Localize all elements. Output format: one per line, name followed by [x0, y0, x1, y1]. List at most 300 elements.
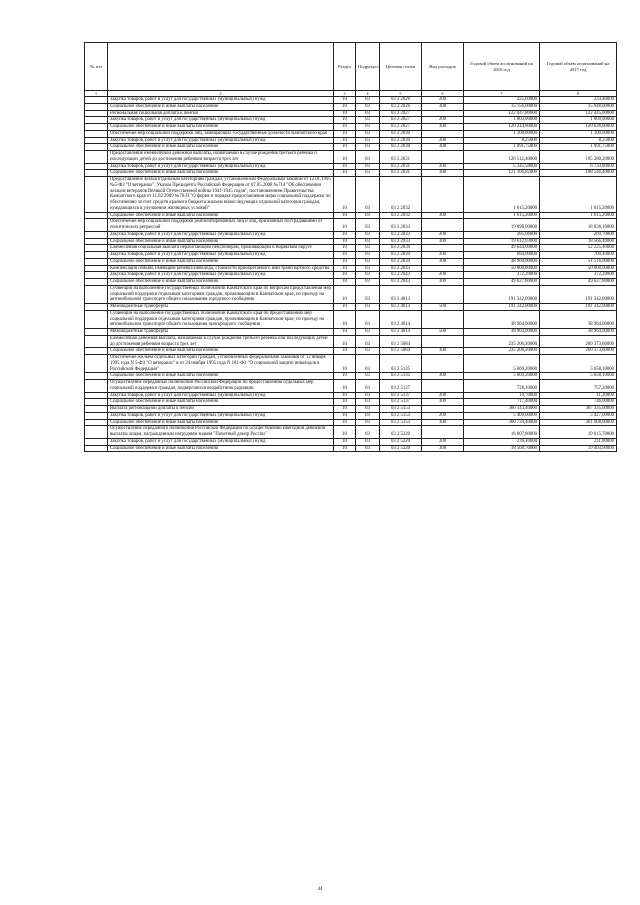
cell-name: Социальное обеспечение и иные выплаты населению	[108, 348, 334, 355]
cell-amount-2016: 191 342,00000	[464, 304, 540, 311]
cell-podrazdel: 03	[356, 245, 380, 252]
cell-num	[85, 110, 108, 117]
cell-amount-2016: 121 166,82000	[464, 170, 540, 177]
cell-podrazdel: 03	[356, 144, 380, 151]
cell-tselevaya-statya: 03 2 2031	[380, 151, 422, 164]
cell-amount-2017: 18 836,10000	[540, 219, 617, 232]
cell-podrazdel: 03	[356, 219, 380, 232]
cell-name: Социальное обеспечение и иные выплаты населению	[108, 419, 334, 426]
table-row	[85, 335, 617, 348]
cell-name: Закупка товаров, работ и услуг для государственных (муниципальных) нужд	[108, 412, 334, 419]
cell-vid-raskhodov	[422, 245, 464, 252]
cell-razdel: 10	[334, 245, 356, 252]
cell-tselevaya-statya: 03 2 5153	[380, 406, 422, 413]
cell-amount-2017: 5 658,10000	[540, 373, 617, 380]
table-row	[85, 380, 617, 393]
cell-razdel: 10	[334, 219, 356, 232]
cell-podrazdel: 03	[356, 110, 380, 117]
cell-num	[85, 177, 108, 213]
cell-vid-raskhodov	[422, 265, 464, 272]
cell-num	[85, 279, 108, 286]
cell-amount-2017: 8,25000	[540, 137, 617, 144]
cell-razdel: 10	[334, 170, 356, 177]
cell-podrazdel: 03	[356, 117, 380, 124]
cell-podrazdel: 03	[356, 285, 380, 303]
cell-vid-raskhodov: 300	[422, 238, 464, 245]
cell-tselevaya-statya: 03 2 2026	[380, 97, 422, 104]
cell-num	[85, 438, 108, 445]
cell-name: Субвенции на выполнение государственных полномочий Камчатского края по предоставлению мер социальной поддержки отдельным категориям граждан, проживающим в Камчатском крае, по проезду на автомобильном транспорте общего пользования пригородного сообщения	[108, 310, 334, 328]
cell-razdel: 10	[334, 329, 356, 336]
table-row	[85, 137, 617, 144]
table-row	[85, 399, 617, 406]
cell-amount-2017: 757,20000	[540, 380, 617, 393]
column-number: 5	[380, 91, 422, 97]
cell-name: Компенсация семьям, имеющим ребенка-инвалида, стоимости приобретаемого ими транспортного средства	[108, 265, 334, 272]
cell-name: Закупка товаров, работ и услуг для государственных (муниципальных) нужд	[108, 117, 334, 124]
cell-name: Выплата региональной доплаты к пенсии	[108, 406, 334, 413]
cell-amount-2017: 191 342,00000	[540, 285, 617, 303]
cell-vid-raskhodov: 200	[422, 412, 464, 419]
cell-podrazdel: 03	[356, 151, 380, 164]
cell-tselevaya-statya: 03 2 2033	[380, 219, 422, 232]
table-header	[85, 43, 617, 97]
cell-razdel: 10	[334, 97, 356, 104]
cell-podrazdel: 03	[356, 137, 380, 144]
budget-table-sheet	[84, 42, 616, 452]
cell-num	[85, 392, 108, 399]
cell-name: Осуществление переданных полномочий Российской Федерации по предоставлению отдельных мер социальной поддержки граждан, подвергшихся воздействию радиации	[108, 380, 334, 393]
cell-vid-raskhodov: 300	[422, 103, 464, 110]
cell-num	[85, 163, 108, 170]
cell-amount-2017: 5 658,10000	[540, 355, 617, 373]
cell-tselevaya-statya: 03 2 2030	[380, 130, 422, 137]
cell-amount-2017: 746,00000	[540, 399, 617, 406]
cell-podrazdel: 03	[356, 238, 380, 245]
table-row	[85, 124, 617, 131]
cell-amount-2016: 19 612,93000	[464, 238, 540, 245]
cell-name: Межбюджетные трансферты	[108, 304, 334, 311]
cell-amount-2016: 10,70000	[464, 392, 540, 399]
budget-table	[84, 42, 617, 452]
cell-num	[85, 419, 108, 426]
table-row	[85, 348, 617, 355]
cell-name: Региональная социальная доплата к пенсии	[108, 110, 334, 117]
cell-podrazdel: 03	[356, 399, 380, 406]
cell-razdel: 10	[334, 151, 356, 164]
cell-num	[85, 97, 108, 104]
cell-razdel: 10	[334, 310, 356, 328]
cell-vid-raskhodov: 200	[422, 97, 464, 104]
cell-tselevaya-statya: 03 2 5137	[380, 399, 422, 406]
cell-podrazdel: 03	[356, 392, 380, 399]
cell-tselevaya-statya: 03 2 2039	[380, 245, 422, 252]
cell-vid-raskhodov	[422, 285, 464, 303]
table-row	[85, 219, 617, 232]
cell-num	[85, 265, 108, 272]
cell-name: Социальное обеспечение и иные выплаты населению	[108, 399, 334, 406]
cell-num	[85, 103, 108, 110]
header-tselevaya-statya: Целевая статья	[380, 43, 422, 91]
cell-num	[85, 124, 108, 131]
cell-tselevaya-statya: 03 2 5135	[380, 373, 422, 380]
cell-razdel: 10	[334, 335, 356, 348]
cell-num	[85, 304, 108, 311]
header-podrazdel: Подраздел	[356, 43, 380, 91]
cell-amount-2017: 122 445,00000	[540, 110, 617, 117]
cell-vid-raskhodov	[422, 110, 464, 117]
cell-vid-raskhodov: 200	[422, 117, 464, 124]
cell-name: Ежемесячная денежная выплата, назначаемая в случае рождения третьего ребенка или последующих детей до достижения ребенком возраста трех лет	[108, 335, 334, 348]
cell-num	[85, 399, 108, 406]
cell-amount-2016: 1 091,75000	[464, 144, 540, 151]
cell-amount-2016: 191 342,00000	[464, 285, 540, 303]
cell-podrazdel: 03	[356, 124, 380, 131]
cell-num	[85, 348, 108, 355]
cell-name: Обеспечение жильем отдельных категорий граждан, установленных федеральными законами от 12 января 1995 года N 5-ФЗ "О ветеранах" и от 24 ноября 1995 года N 181-ФЗ "О социальной защите инвалидов в Российской Федерации"	[108, 355, 334, 373]
cell-vid-raskhodov: 500	[422, 304, 464, 311]
cell-name: Социальное обеспечение и иные выплаты населению	[108, 170, 334, 177]
cell-razdel: 10	[334, 117, 356, 124]
cell-podrazdel: 03	[356, 170, 380, 177]
table-body	[85, 97, 617, 452]
cell-vid-raskhodov: 500	[422, 329, 464, 336]
cell-razdel: 10	[334, 110, 356, 117]
cell-amount-2017: 361 908,00000	[540, 419, 617, 426]
cell-razdel: 10	[334, 265, 356, 272]
cell-razdel: 10	[334, 399, 356, 406]
cell-amount-2017: 1 615,20000	[540, 212, 617, 219]
cell-name: Предоставление ежемесячной денежной выплаты, назначаемой в случае рождения третьего ребенка и последующих детей до достижения ребенком возраста трех лет	[108, 151, 334, 164]
cell-podrazdel: 03	[356, 310, 380, 328]
cell-tselevaya-statya: 03 2 2027	[380, 124, 422, 131]
cell-amount-2017: 49 627,80000	[540, 279, 617, 286]
table-row	[85, 110, 617, 117]
cell-name: Социальное обеспечение и иные выплаты населению	[108, 445, 334, 452]
cell-num	[85, 412, 108, 419]
cell-amount-2016: 15 156,00000	[464, 103, 540, 110]
cell-amount-2016: 1 803,00000	[464, 117, 540, 124]
cell-podrazdel: 03	[356, 373, 380, 380]
cell-vid-raskhodov: 300	[422, 399, 464, 406]
cell-tselevaya-statya: 03 2 5137	[380, 392, 422, 399]
cell-num	[85, 258, 108, 265]
cell-amount-2017: 38 964,00000	[540, 329, 617, 336]
cell-amount-2017: 269,70000	[540, 231, 617, 238]
cell-name: Закупка товаров, работ и услуг для государственных (муниципальных) нужд	[108, 97, 334, 104]
cell-amount-2016: 285,06000	[464, 231, 540, 238]
cell-amount-2016: 126 512,40000	[464, 151, 540, 164]
cell-amount-2016: 120 244,80000	[464, 124, 540, 131]
cell-amount-2016: 48 960,00000	[464, 258, 540, 265]
cell-name: Обеспечение мер социальной поддержки лиц, замещающих государственные должности Камчатского края	[108, 130, 334, 137]
cell-vid-raskhodov: 300	[422, 348, 464, 355]
cell-podrazdel: 03	[356, 304, 380, 311]
cell-tselevaya-statya: 03 2 5220	[380, 426, 422, 439]
cell-amount-2016: 239,10000	[464, 438, 540, 445]
cell-vid-raskhodov: 200	[422, 392, 464, 399]
cell-amount-2016: 5 345,58000	[464, 163, 540, 170]
cell-vid-raskhodov	[422, 335, 464, 348]
cell-tselevaya-statya: 03 2 2039	[380, 252, 422, 259]
cell-amount-2016: 8,25000	[464, 137, 540, 144]
cell-name: Социальное обеспечение и иные выплаты населению	[108, 144, 334, 151]
cell-amount-2016: 18 568,70000	[464, 445, 540, 452]
cell-podrazdel: 03	[356, 231, 380, 238]
cell-num	[85, 272, 108, 279]
cell-name: Обеспечение мер социальной поддержки реабилитированных лиц и лиц, признанных пострадавшими от политических репрессий	[108, 219, 334, 232]
cell-podrazdel: 03	[356, 103, 380, 110]
cell-vid-raskhodov: 300	[422, 419, 464, 426]
cell-amount-2017: 5 427,00000	[540, 412, 617, 419]
table-row	[85, 117, 617, 124]
cell-podrazdel: 03	[356, 348, 380, 355]
cell-name: Закупка товаров, работ и услуг для государственных (муниципальных) нужд	[108, 231, 334, 238]
cell-razdel: 10	[334, 285, 356, 303]
cell-num	[85, 144, 108, 151]
cell-tselevaya-statya: 03 2 2031	[380, 170, 422, 177]
header-year-2016: Годовой объем ассигнований на 2016 год	[464, 43, 540, 91]
cell-amount-2016: 225,60000	[464, 97, 540, 104]
cell-podrazdel: 03	[356, 279, 380, 286]
cell-amount-2016: 1 615,20000	[464, 212, 540, 219]
cell-tselevaya-statya: 03 2 2043	[380, 272, 422, 279]
cell-tselevaya-statya: 03 2 5220	[380, 438, 422, 445]
cell-num	[85, 380, 108, 393]
cell-amount-2016: 5 669,20000	[464, 373, 540, 380]
cell-num	[85, 285, 108, 303]
cell-razdel: 10	[334, 279, 356, 286]
cell-name: Закупка товаров, работ и услуг для государственных (муниципальных) нужд	[108, 272, 334, 279]
cell-num	[85, 355, 108, 373]
cell-amount-2017: 260 373,60000	[540, 335, 617, 348]
cell-num	[85, 445, 108, 452]
cell-tselevaya-statya: 03 2 4013	[380, 285, 422, 303]
cell-tselevaya-statya: 03 2 2033	[380, 238, 422, 245]
cell-amount-2017: 51 516,00000	[540, 258, 617, 265]
table-row	[85, 279, 617, 286]
cell-name: Закупка товаров, работ и услуг для государственных (муниципальных) нужд	[108, 163, 334, 170]
cell-tselevaya-statya: 03 2 4014	[380, 310, 422, 328]
table-row	[85, 258, 617, 265]
cell-num	[85, 117, 108, 124]
table-row	[85, 285, 617, 303]
page-number: 44	[317, 887, 323, 892]
cell-tselevaya-statya: 03 2 2043	[380, 279, 422, 286]
cell-vid-raskhodov: 300	[422, 170, 464, 177]
cell-amount-2016: 49 627,80000	[464, 279, 540, 286]
cell-razdel: 10	[334, 103, 356, 110]
cell-num	[85, 335, 108, 348]
cell-tselevaya-statya: 03 2 4013	[380, 304, 422, 311]
cell-amount-2016: 235 206,20000	[464, 335, 540, 348]
table-row	[85, 419, 617, 426]
column-number: 7	[464, 91, 540, 97]
cell-amount-2017: 709,40000	[540, 252, 617, 259]
cell-razdel: 10	[334, 348, 356, 355]
header-razdel: Раздел	[334, 43, 356, 91]
cell-amount-2016: 122 047,80000	[464, 110, 540, 117]
table-row	[85, 412, 617, 419]
cell-name: Субвенции на выполнение государственных полномочий Камчатского края по вопросам предоставления мер социальной поддержки отдельным категориям граждан, проживающим в Камчатском крае, по проезду на автомобильном транспорте общего пользования городского сообщения	[108, 285, 334, 303]
cell-tselevaya-statya: 03 2 2027	[380, 117, 422, 124]
table-row	[85, 355, 617, 373]
cell-num	[85, 151, 108, 164]
cell-name: Закупка товаров, работ и услуг для государственных (муниципальных) нужд	[108, 392, 334, 399]
cell-tselevaya-statya: 03 2 5220	[380, 445, 422, 452]
cell-vid-raskhodov: 200	[422, 231, 464, 238]
cell-podrazdel: 03	[356, 163, 380, 170]
table-row	[85, 406, 617, 413]
cell-podrazdel: 03	[356, 406, 380, 413]
table-row	[85, 130, 617, 137]
cell-num	[85, 426, 108, 439]
header-name	[108, 43, 334, 91]
cell-tselevaya-statya: 03 2 5135	[380, 355, 422, 373]
cell-amount-2017: 1 615,20000	[540, 177, 617, 213]
cell-vid-raskhodov: 200	[422, 137, 464, 144]
cell-name: Социальное обеспечение и иные выплаты населению	[108, 258, 334, 265]
header-vid-raskhodov: Вид расходов	[422, 43, 464, 91]
cell-amount-2017: 15 948,00000	[540, 103, 617, 110]
cell-vid-raskhodov: 300	[422, 373, 464, 380]
cell-amount-2016: 366 143,40000	[464, 406, 540, 413]
table-row	[85, 272, 617, 279]
cell-num	[85, 170, 108, 177]
cell-tselevaya-statya: 03 2 5153	[380, 412, 422, 419]
table-row	[85, 392, 617, 399]
cell-amount-2016: 235 206,20000	[464, 348, 540, 355]
cell-amount-2016: 38 964,00000	[464, 310, 540, 328]
column-number: 4	[356, 91, 380, 97]
cell-amount-2016: 5 409,00000	[464, 412, 540, 419]
cell-num	[85, 212, 108, 219]
cell-amount-2017: 191 342,00000	[540, 304, 617, 311]
cell-tselevaya-statya: 03 2 2032	[380, 212, 422, 219]
cell-amount-2016: 38 964,00000	[464, 329, 540, 336]
cell-podrazdel: 03	[356, 445, 380, 452]
cell-razdel: 10	[334, 212, 356, 219]
cell-razdel: 10	[334, 124, 356, 131]
cell-razdel: 10	[334, 412, 356, 419]
cell-tselevaya-statya: 03 2 2030	[380, 144, 422, 151]
cell-amount-2017: 11,20000	[540, 392, 617, 399]
cell-podrazdel: 03	[356, 252, 380, 259]
cell-razdel: 10	[334, 252, 356, 259]
cell-name: Социальное обеспечение и иные выплаты населению	[108, 373, 334, 380]
cell-vid-raskhodov: 200	[422, 438, 464, 445]
cell-amount-2017: 19 403,90000	[540, 445, 617, 452]
cell-vid-raskhodov	[422, 219, 464, 232]
cell-amount-2017: 211,80000	[540, 438, 617, 445]
cell-num	[85, 245, 108, 252]
cell-razdel: 10	[334, 238, 356, 245]
cell-podrazdel: 03	[356, 265, 380, 272]
cell-name: Закупка товаров, работ и услуг для государственных (муниципальных) нужд	[108, 438, 334, 445]
cell-vid-raskhodov	[422, 380, 464, 393]
cell-razdel: 10	[334, 272, 356, 279]
table-row	[85, 310, 617, 328]
table-row	[85, 177, 617, 213]
column-number: 2	[108, 91, 334, 97]
cell-num	[85, 406, 108, 413]
cell-tselevaya-statya: 03 2 2030	[380, 137, 422, 144]
cell-razdel: 10	[334, 392, 356, 399]
cell-amount-2017: 367 335,00000	[540, 406, 617, 413]
cell-amount-2017: 188 546,40000	[540, 170, 617, 177]
cell-razdel: 10	[334, 304, 356, 311]
column-number: 1	[85, 91, 108, 97]
cell-podrazdel: 03	[356, 419, 380, 426]
cell-amount-2017: 1 091,75000	[540, 144, 617, 151]
cell-podrazdel: 03	[356, 426, 380, 439]
cell-amount-2016: 1 615,20000	[464, 177, 540, 213]
cell-razdel: 10	[334, 406, 356, 413]
cell-num	[85, 238, 108, 245]
cell-num	[85, 130, 108, 137]
cell-name: Социальное обеспечение и иные выплаты населению	[108, 279, 334, 286]
cell-num	[85, 252, 108, 259]
cell-podrazdel: 03	[356, 177, 380, 213]
cell-vid-raskhodov: 300	[422, 124, 464, 131]
cell-podrazdel: 03	[356, 329, 380, 336]
cell-tselevaya-statya: 03 2 5084	[380, 348, 422, 355]
cell-amount-2016: 49 644,00000	[464, 245, 540, 252]
cell-vid-raskhodov: 300	[422, 445, 464, 452]
cell-amount-2017: 18 566,40000	[540, 238, 617, 245]
cell-vid-raskhodov: 300	[422, 258, 464, 265]
cell-razdel: 10	[334, 258, 356, 265]
cell-amount-2017: 50 000,00000	[540, 265, 617, 272]
cell-vid-raskhodov	[422, 355, 464, 373]
cell-vid-raskhodov: 200	[422, 272, 464, 279]
cell-razdel: 10	[334, 130, 356, 137]
cell-amount-2017: 233,40000	[540, 97, 617, 104]
cell-num	[85, 231, 108, 238]
cell-num	[85, 329, 108, 336]
cell-tselevaya-statya: 03 2 4014	[380, 329, 422, 336]
cell-podrazdel: 03	[356, 130, 380, 137]
cell-tselevaya-statya: 03 2 2033	[380, 231, 422, 238]
cell-tselevaya-statya: 03 2 5084	[380, 335, 422, 348]
cell-amount-2016: 5 669,20000	[464, 355, 540, 373]
cell-tselevaya-statya: 03 2 2043	[380, 265, 422, 272]
cell-razdel: 10	[334, 380, 356, 393]
cell-name: Ежемесячная социальная выплата неработающим пенсионерам, проживающим в Корякском округе	[108, 245, 334, 252]
cell-amount-2016: 684,00000	[464, 252, 540, 259]
table-row	[85, 329, 617, 336]
cell-tselevaya-statya: 03 2 2027	[380, 110, 422, 117]
cell-amount-2017: 38 964,00000	[540, 310, 617, 328]
cell-vid-raskhodov: 300	[422, 144, 464, 151]
cell-tselevaya-statya: 03 2 2031	[380, 163, 422, 170]
cell-name: Межбюджетные трансферты	[108, 329, 334, 336]
cell-amount-2017: 195 280,20000	[540, 151, 617, 164]
cell-num	[85, 219, 108, 232]
cell-razdel: 10	[334, 419, 356, 426]
cell-podrazdel: 03	[356, 258, 380, 265]
cell-name: Социальное обеспечение и иные выплаты населению	[108, 103, 334, 110]
table-row	[85, 265, 617, 272]
cell-vid-raskhodov	[422, 310, 464, 328]
cell-podrazdel: 03	[356, 335, 380, 348]
cell-vid-raskhodov: 200	[422, 252, 464, 259]
header-year-2017: Годовой объем ассигнований на 2017 год	[540, 43, 617, 91]
cell-vid-raskhodov: 300	[422, 279, 464, 286]
cell-razdel: 10	[334, 231, 356, 238]
cell-amount-2017: 1 100,00000	[540, 130, 617, 137]
cell-tselevaya-statya: 03 2 5137	[380, 380, 422, 393]
